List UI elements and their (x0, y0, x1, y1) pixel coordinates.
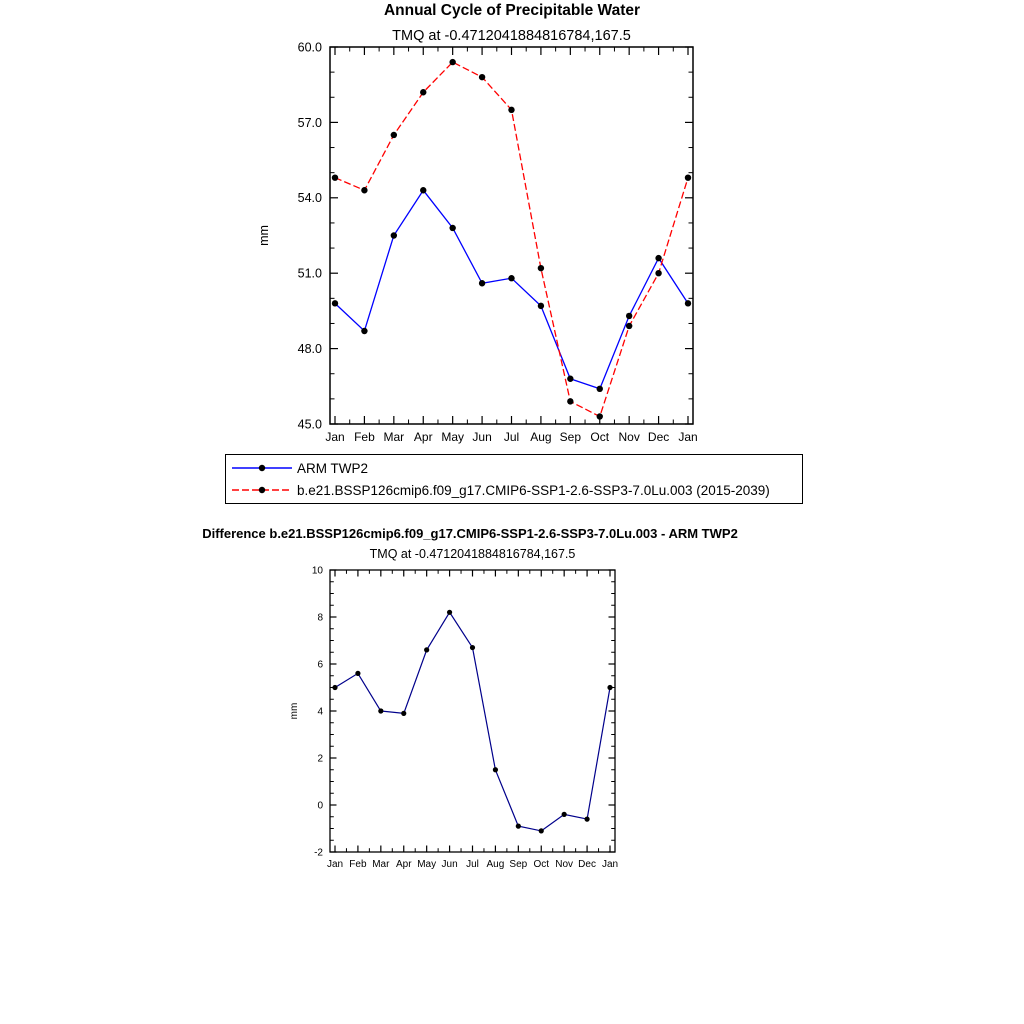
svg-text:Jul: Jul (466, 859, 479, 870)
svg-text:Nov: Nov (618, 430, 640, 444)
svg-text:Aug: Aug (530, 430, 552, 444)
svg-text:54.0: 54.0 (297, 191, 322, 206)
svg-text:6: 6 (317, 659, 323, 671)
svg-text:48.0: 48.0 (297, 341, 322, 356)
svg-text:Sep: Sep (559, 430, 582, 444)
legend-label-model: b.e21.BSSP126cmip6.f09_g17.CMIP6-SSP1-2.6-SSP3-7.0Lu.003 (2015-2039) (297, 482, 770, 498)
svg-text:Jan: Jan (601, 859, 619, 870)
svg-text:Sep: Sep (509, 859, 528, 870)
svg-text:Oct: Oct (533, 859, 550, 870)
svg-text:mm: mm (289, 702, 300, 720)
svg-text:Feb: Feb (354, 430, 375, 444)
svg-text:Feb: Feb (349, 859, 367, 870)
svg-text:Aug: Aug (486, 859, 505, 870)
svg-text:May: May (417, 859, 437, 870)
svg-text:Jun: Jun (441, 859, 458, 870)
annual-cycle-chart (240, 35, 800, 455)
svg-text:Nov: Nov (555, 859, 574, 870)
svg-text:60.0: 60.0 (297, 40, 322, 55)
svg-text:mm: mm (257, 225, 271, 246)
svg-text:0: 0 (317, 800, 323, 812)
svg-text:45.0: 45.0 (297, 417, 322, 432)
svg-text:May: May (441, 430, 465, 444)
svg-text:Jan: Jan (325, 430, 345, 444)
svg-text:Apr: Apr (413, 430, 433, 444)
svg-text:10: 10 (311, 565, 323, 577)
difference-chart (270, 558, 650, 878)
page-title: Annual Cycle of Precipitable Water (383, 2, 641, 19)
svg-text:Apr: Apr (395, 859, 412, 870)
svg-text:Mar: Mar (383, 430, 405, 444)
legend-label-arm-twp2: ARM TWP2 (297, 460, 369, 476)
svg-text:Jun: Jun (472, 430, 492, 444)
svg-text:51.0: 51.0 (297, 266, 322, 281)
svg-text:Dec: Dec (578, 859, 596, 870)
svg-text:57.0: 57.0 (297, 115, 322, 130)
svg-text:Dec: Dec (647, 430, 670, 444)
svg-text:2: 2 (317, 753, 323, 765)
svg-text:Jul: Jul (503, 430, 520, 444)
difference-chart-title: Difference b.e21.BSSP126cmip6.f09_g17.CMIP6-SSP1-2.6-SSP3-7.0Lu.003 - ARM TWP2 (202, 526, 738, 541)
svg-text:Jan: Jan (678, 430, 698, 444)
svg-text:Mar: Mar (372, 859, 390, 870)
svg-text:Oct: Oct (590, 430, 610, 444)
legend-line-sample-red-dashed (230, 481, 294, 499)
svg-text:4: 4 (317, 706, 323, 718)
difference-chart-subtitle: TMQ at -0.4712041884816784,167.5 (369, 547, 576, 561)
svg-text:-2: -2 (314, 847, 323, 859)
legend-entry-model (230, 479, 798, 501)
legend (225, 454, 803, 504)
legend-line-sample-blue (230, 459, 294, 477)
svg-text:Jan: Jan (326, 859, 344, 870)
svg-text:8: 8 (317, 612, 323, 624)
legend-entry-arm-twp2 (230, 457, 798, 479)
top-chart-subtitle: TMQ at -0.4712041884816784,167.5 (392, 28, 631, 44)
